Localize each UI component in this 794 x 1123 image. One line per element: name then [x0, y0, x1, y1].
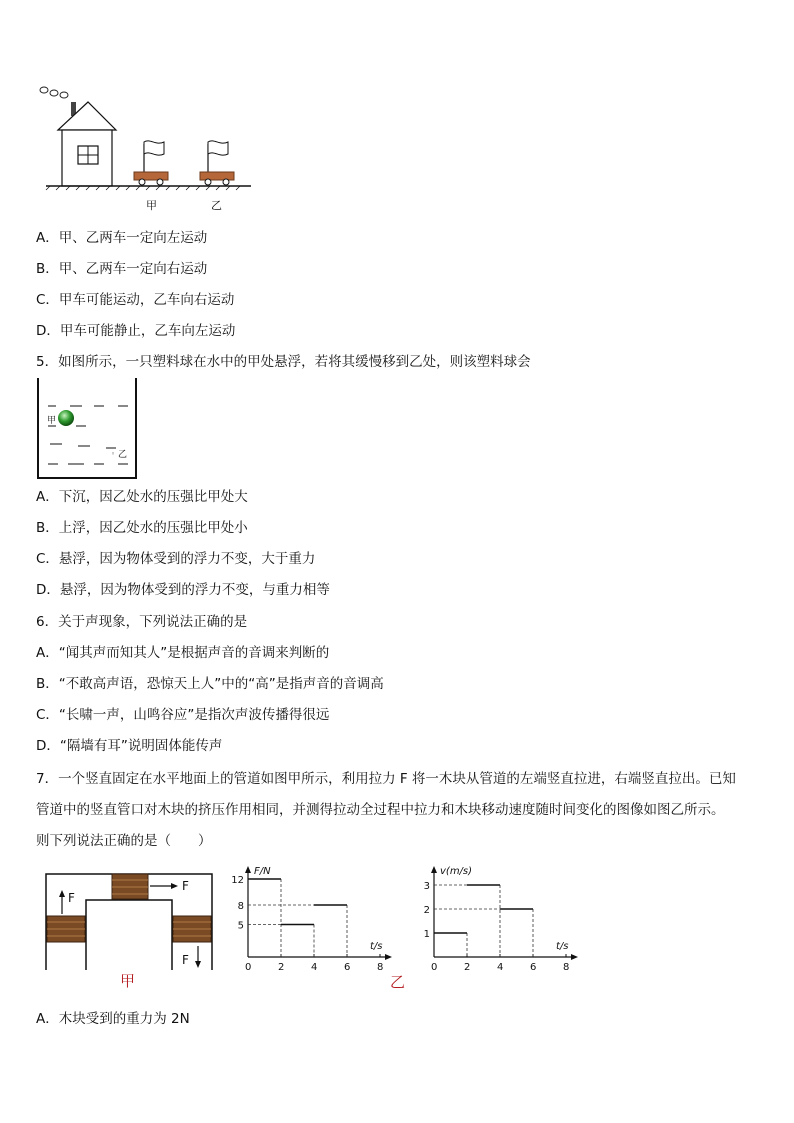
q6-option-b: B．“不敢高声语，恐惊天上人”中的“高”是指声音的音调高	[36, 676, 384, 692]
water-tank-figure	[36, 376, 140, 482]
y-tick-label: 2	[423, 905, 430, 916]
x-tick-label: 8	[563, 962, 570, 973]
x-axis-arrow	[571, 954, 578, 960]
y-tick-label: 12	[231, 875, 244, 886]
x-tick-label: 8	[377, 962, 384, 973]
graph-figure	[222, 862, 602, 994]
x-tick-label: 4	[311, 962, 318, 973]
x-tick-label: 2	[464, 962, 471, 973]
label-jia: 甲	[146, 199, 157, 212]
pipe-figure	[40, 866, 220, 992]
y-tick-label: 8	[237, 901, 244, 912]
smoke-puff	[50, 90, 58, 96]
y-axis-label: F/N	[254, 866, 271, 877]
force-arrow-right	[150, 883, 178, 889]
x-tick-label: 6	[530, 962, 537, 973]
y-tick-label: 5	[237, 920, 244, 932]
q7-stem-line-1: 7．一个竖直固定在水平地面上的管道如图甲所示，利用拉力 F 将一木块从管道的左端竖直拉进，右端竖直拉出。已知	[36, 771, 736, 787]
force-arrow-up	[59, 890, 65, 914]
q5-option-b: B．上浮，因乙处水的压强比甲处小	[36, 520, 248, 536]
y-tick-label: 1	[423, 929, 430, 940]
cart-yi	[200, 141, 234, 185]
y-tick-label: 3	[423, 881, 430, 892]
wood-block-right	[173, 916, 211, 942]
figure-label-jia: 甲	[120, 972, 136, 990]
q6-option-c: C．“长啸一声，山鸣谷应”是指次声波传播得很远	[36, 707, 330, 723]
plastic-ball	[58, 410, 74, 426]
force-arrow-down	[195, 946, 201, 968]
q5-stem: 5．如图所示，一只塑料球在水中的甲处悬浮，若将其缓慢移到乙处，则该塑料球会	[36, 354, 531, 370]
force-label-left: F	[68, 891, 75, 905]
x-tick-label: 6	[344, 962, 351, 973]
q4-option-b: B．甲、乙两车一定向右运动	[36, 261, 208, 277]
q7-stem-line-2: 管道中的竖直管口对木块的挤压作用相同，并测得拉动全过程中拉力和木块移动速度随时间变化的图像如图乙所示。	[36, 802, 725, 818]
velocity-time-chart	[424, 866, 578, 973]
y-axis-arrow	[245, 866, 251, 873]
q6-option-a: A．“闻其声而知其人”是根据声音的音调来判断的	[36, 645, 330, 661]
y-axis-arrow	[431, 866, 437, 873]
q4-option-d: D．甲车可能静止，乙车向左运动	[36, 323, 236, 339]
cart-jia	[134, 141, 168, 185]
x-axis-label: t/s	[556, 941, 569, 952]
x-tick-label: 4	[497, 962, 504, 973]
q7-stem-line-3: 则下列说法正确的是（ ）	[36, 833, 212, 849]
label-yi: 乙	[118, 450, 128, 460]
y-axis-label: v(m/s)	[440, 866, 473, 877]
q6-option-d: D．“隔墙有耳”说明固体能传声	[36, 738, 223, 754]
q6-stem: 6．关于声现象，下列说法正确的是	[36, 614, 248, 630]
x-tick-label: 0	[431, 962, 438, 973]
figure-label-yi: 乙	[390, 973, 406, 991]
x-tick-label: 2	[278, 962, 285, 973]
x-axis-arrow	[385, 954, 392, 960]
q4-option-c: C．甲车可能运动，乙车向右运动	[36, 292, 235, 308]
q5-option-d: D．悬浮，因为物体受到的浮力不变，与重力相等	[36, 582, 330, 598]
q5-option-a: A．下沉，因乙处水的压强比甲处大	[36, 489, 248, 505]
label-jia: 甲	[47, 416, 57, 426]
wood-block-top	[112, 874, 148, 899]
house-roof	[58, 102, 116, 130]
force-label-right: F	[182, 953, 189, 967]
force-time-chart	[231, 866, 392, 973]
q5-option-c: C．悬浮，因为物体受到的浮力不变，大于重力	[36, 551, 316, 567]
house-carts-figure	[36, 82, 266, 216]
tank-walls	[38, 378, 136, 478]
smoke-puff	[40, 87, 48, 93]
x-axis-label: t/s	[370, 941, 383, 952]
force-label-top: F	[182, 879, 189, 893]
label-yi: 乙	[211, 199, 222, 212]
x-tick-label: 0	[245, 962, 252, 973]
smoke-puff	[60, 92, 68, 98]
q4-option-a: A．甲、乙两车一定向左运动	[36, 230, 208, 246]
position-yi-marker: ◦	[111, 450, 116, 458]
wood-block-left	[47, 916, 85, 942]
q7-option-a: A．木块受到的重力为 2N	[36, 1011, 190, 1027]
